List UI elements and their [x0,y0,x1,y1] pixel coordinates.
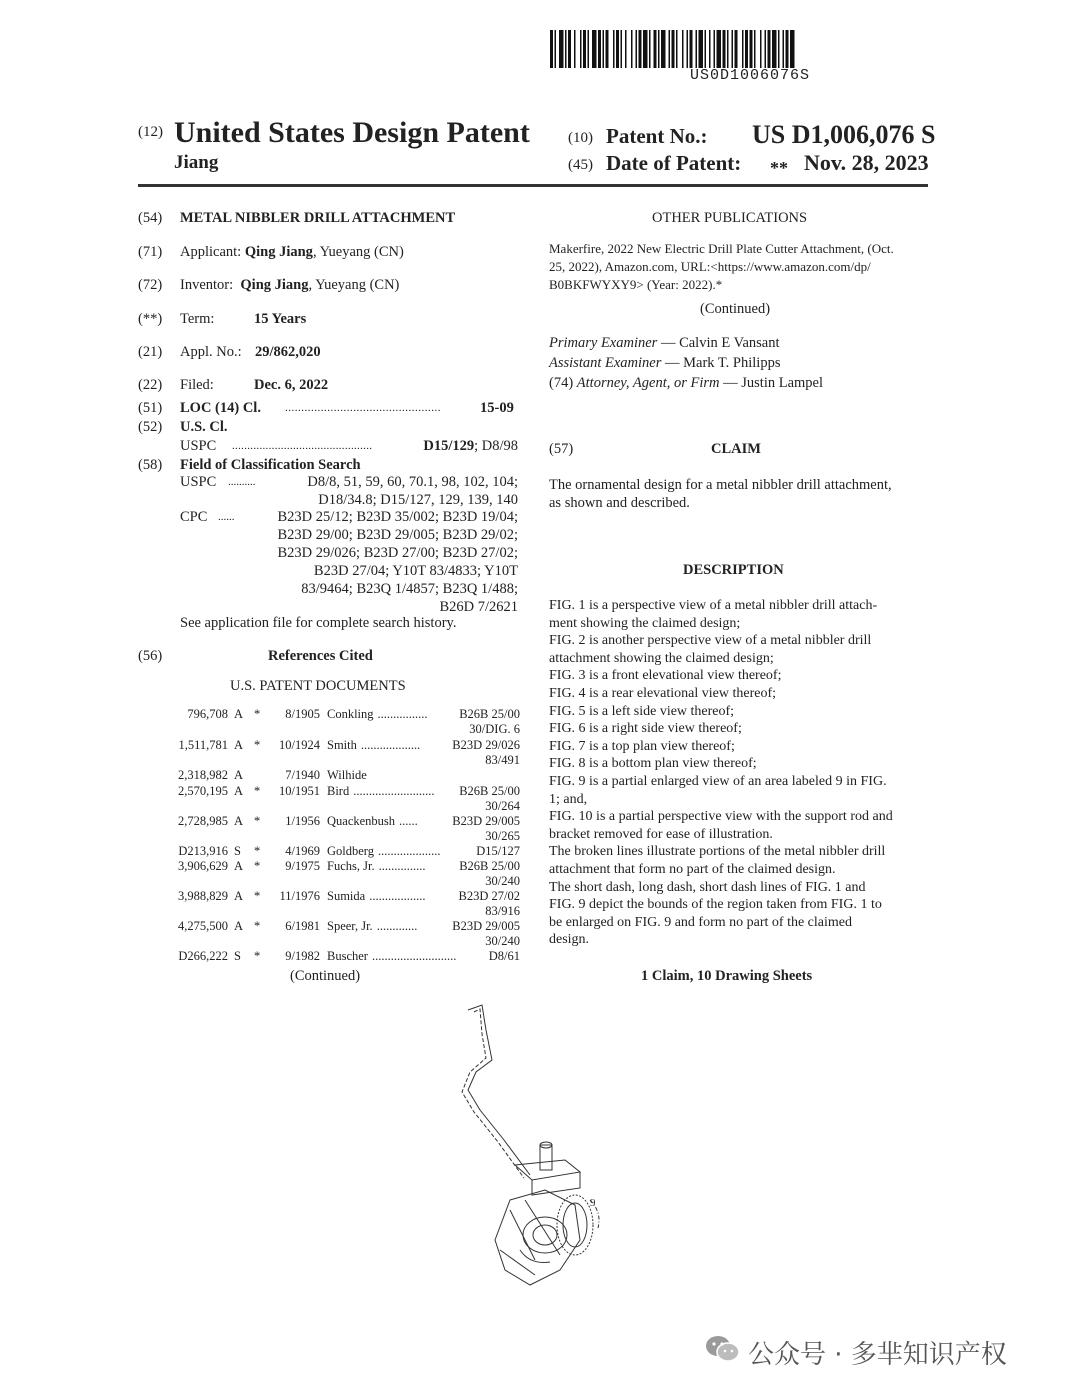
ref-kind: A [234,784,244,798]
cpc-line: B26D 7/2621 [439,599,518,615]
barcode-bar [714,30,716,68]
reference-row [172,738,520,766]
ref-class: B23D 29/005 [452,919,520,933]
ref-date: 11/1976 [279,889,320,903]
ref-class-secondary: 30/DIG. 6 [469,722,520,736]
barcode-bar [754,30,756,68]
term-code: (**) [138,311,163,327]
description-line: FIG. 9 depict the bounds of the region taken from FIG. 1 to [549,897,882,913]
header-rule [138,184,928,187]
ref-date: 7/1940 [285,768,320,782]
ref-name: Wilhide [327,768,367,782]
applicant-row [180,243,404,261]
ref-dots: ................ [377,707,428,721]
description-line: ment showing the claimed design; [549,615,741,631]
ref-name: Speer, Jr. [327,919,373,933]
barcode-bar [672,30,675,68]
ref-class: B23D 27/02 [458,889,520,903]
loc-dots: ................................................ [285,402,441,414]
barcode-bar [606,30,609,68]
attorney-label: Attorney, Agent, or Firm [576,375,720,391]
field-uspc-dots: .......... [228,476,256,488]
barcode-bar [654,30,657,68]
reference-row [172,859,520,887]
references-title: References Cited [268,648,373,664]
filed-code: (22) [138,377,163,393]
barcode-bar [649,30,651,68]
barcode-bar [661,30,666,68]
description-line: attachment showing the claimed design; [549,650,774,666]
patent-no-label: Patent No.: [606,124,708,148]
barcode-bar [588,30,590,68]
claim-code: (57) [549,441,574,457]
barcode-bar [580,30,582,68]
refs-continued: (Continued) [290,968,361,984]
cpc-line: B23D 25/12; B23D 35/002; B23D 19/04; [277,509,518,525]
barcode-bar [550,30,553,68]
figure-callout-label: 9 [590,1197,596,1209]
watermark-text: 公众号 · 多芈知识产权 [748,1340,1007,1370]
inventor-code: (72) [138,277,163,293]
ref-name-group [327,814,418,829]
date-mark: ** [770,158,788,178]
ref-star: * [254,738,261,752]
inventor-row [180,276,399,294]
uspc-label: USPC [180,438,217,454]
ref-date: 1/1956 [285,814,320,828]
ref-name-group [327,949,456,964]
inventor-location: , Yueyang (CN) [308,277,400,293]
ref-star: * [254,844,261,858]
ref-date: 9/1975 [285,859,320,873]
barcode-bar [768,30,771,68]
other-pub-line: 25, 2022), Amazon.com, URL:<https://www.amazon.com/dp/ [549,259,871,274]
description-line: FIG. 2 is another perspective view of a metal nibbler drill [549,633,872,649]
attorney-value: — Justin Lampel [719,375,824,391]
ref-patent-number: D213,916 [178,844,228,858]
barcode-bar [687,30,689,68]
ref-date: 10/1924 [279,738,320,752]
patent-title: METAL NIBBLER DRILL ATTACHMENT [180,210,456,226]
ref-kind: S [234,844,241,858]
description-line: The broken lines illustrate portions of the metal nibbler drill [549,844,886,860]
ref-name: Bird [327,784,350,798]
claim-text [549,476,929,512]
barcode-bar [636,30,638,68]
appl-label: Appl. No.: [180,344,242,360]
ref-dots: ............... [378,859,426,873]
description-line: FIG. 10 is a partial perspective view with the support rod and [549,809,893,825]
ref-patent-number: 4,275,500 [178,919,228,933]
patent-no-code: (10) [568,130,593,146]
assistant-examiner-label: Assistant Examiner [549,355,662,371]
ref-class: B23D 29/005 [452,814,520,828]
barcode-bar [639,30,642,68]
watermark [700,1330,1060,1378]
barcode-bar [699,30,704,68]
barcode-bar [621,30,623,68]
ref-class: B23D 29/026 [452,738,520,752]
field-label: Field of Classification Search [180,457,361,473]
other-pub-line: Makerfire, 2022 New Electric Drill Plate Cutter Attachment, (Oct. [549,241,894,256]
cpc-dots: ...... [218,511,235,523]
barcode-bar [765,30,767,68]
ref-class-secondary: 83/916 [485,904,520,918]
description-line: attachment that form no part of the claimed design. [549,861,836,877]
title-code: (54) [138,210,163,226]
ref-class: D8/61 [488,949,520,963]
barcode-bar [690,30,693,68]
ref-name-group [327,768,371,783]
barcode-bar [574,30,576,68]
field-uspc-lines [307,473,518,509]
other-pub-line: B0BKFWYXY9> (Year: 2022).* [549,277,723,292]
uscl-code: (52) [138,419,163,435]
uspc-bold: D15/129 [423,438,475,454]
description-line: FIG. 3 is a front elevational view thereof; [549,668,782,684]
applicant-location: , Yueyang (CN) [312,244,404,260]
date-label: Date of Patent: [606,151,742,175]
barcode-bar [732,30,734,68]
ref-name: Buscher [327,949,368,963]
reference-row [172,784,520,812]
barcode-bar [643,30,648,68]
ref-dots: ...... [399,814,418,828]
term-value: 15 Years [254,311,307,327]
barcode-bar [783,30,785,68]
barcode-bar [565,30,567,68]
ref-class: B26B 25/00 [459,784,520,798]
ref-date: 9/1982 [285,949,320,963]
barcode-bar [735,30,738,68]
barcode-bar [760,30,762,68]
barcode-bar [772,30,777,68]
barcode-bar [598,30,601,68]
filed-value: Dec. 6, 2022 [254,377,329,393]
reference-row [172,889,520,917]
field-code: (58) [138,457,163,473]
ref-kind: A [234,814,244,828]
cpc-line: B23D 27/04; Y10T 83/4833; Y10T [313,563,518,579]
description-line: be enlarged on FIG. 9 and form no part of the claimed [549,914,852,930]
ref-kind: A [234,889,244,903]
ref-dots: ............. [376,919,418,933]
primary-examiner-value: — Calvin E Vansant [657,335,780,351]
claim-line: The ornamental design for a metal nibbler drill attachment, [549,477,892,493]
ref-star: * [254,949,261,963]
field-uspc-line: D18/34.8; D15/127, 129, 139, 140 [318,492,518,508]
ref-star: * [254,889,261,903]
reference-row [172,707,520,735]
see-application-note: See application file for complete search history. [180,615,457,631]
inventor-name: Qing Jiang [240,277,309,293]
barcode-bar [717,30,722,68]
barcode-bar [631,30,633,68]
wechat-icon [704,1334,740,1364]
barcode-bar [790,30,795,68]
barcode [550,30,928,68]
ref-patent-number: 1,511,781 [178,738,228,752]
description-line: design. [549,932,590,948]
ref-dots: .......................... [353,784,435,798]
appl-code: (21) [138,344,163,360]
loc-code: (51) [138,400,163,416]
cpc-line: B23D 29/00; B23D 29/005; B23D 29/02; [277,527,518,543]
ref-dots: .................. [369,889,426,903]
barcode-bar [613,30,615,68]
description-line: FIG. 8 is a bottom plan view thereof; [549,756,757,772]
other-publications-title: OTHER PUBLICATIONS [652,210,808,226]
barcode-bar [742,30,744,68]
ref-patent-number: 3,988,829 [178,889,228,903]
ref-name-group [327,738,420,753]
attorney [549,374,823,392]
barcode-bar [555,30,557,68]
barcode-bar [705,30,707,68]
ref-name: Quackenbush [327,814,396,828]
ref-star: * [254,784,261,798]
description-line: FIG. 9 is a partial enlarged view of an area labeled 9 in FIG. [549,773,887,789]
barcode-bar [616,30,619,68]
drawing-sheets: 1 Claim, 10 Drawing Sheets [641,968,813,984]
ref-kind: A [234,707,244,721]
doc-code: (12) [138,124,163,140]
ref-patent-number: 2,570,195 [178,784,228,798]
barcode-bar [709,30,711,68]
barcode-bar [676,30,678,68]
ref-name: Fuchs, Jr. [327,859,375,873]
design-drawing [440,1000,640,1300]
description-line: FIG. 5 is a left side view thereof; [549,703,735,719]
description-line: FIG. 1 is a perspective view of a metal nibbler drill attach- [549,598,878,613]
barcode-bar [603,30,605,68]
date-value: Nov. 28, 2023 [804,150,929,175]
ref-dots: ........................... [371,949,457,963]
description-title: DESCRIPTION [683,562,784,578]
primary-examiner [549,334,780,352]
appl-value: 29/862,020 [255,344,321,360]
applicant-label: Applicant: [180,244,242,260]
claim-title: CLAIM [711,441,761,457]
refs-code: (56) [138,648,163,664]
description-line: FIG. 4 is a rear elevational view thereof; [549,685,777,701]
ref-class-secondary: 30/240 [485,934,520,948]
ref-patent-number: 3,906,629 [178,859,228,873]
ref-class-secondary: 30/265 [485,829,520,843]
ref-class-secondary: 30/240 [485,874,520,888]
description-line: The short dash, long dash, short dash lines of FIG. 1 and [549,879,866,895]
ref-class: D15/127 [476,844,520,858]
barcode-bar [778,30,780,68]
description-line: bracket removed for ease of illustration. [549,826,773,842]
barcode-bar [750,30,753,68]
ref-class: B26B 25/00 [459,859,520,873]
ref-date: 6/1981 [285,919,320,933]
us-patent-docs-title: U.S. PATENT DOCUMENTS [230,678,406,694]
description-line: FIG. 6 is a right side view thereof; [549,721,742,737]
ref-name: Smith [327,738,357,752]
doc-type: United States Design Patent [174,116,530,149]
ref-name: Sumida [327,889,366,903]
filed-label: Filed: [180,377,214,393]
uspc-value [423,437,518,455]
barcode-bar [583,30,586,68]
barcode-bar [559,30,564,68]
assistant-examiner-value: — Mark T. Philipps [661,355,781,371]
ref-name-group [327,919,417,934]
description-line: 1; and, [549,791,588,807]
barcode-bar [592,30,597,68]
ref-dots: ................... [360,738,421,752]
term-label: Term: [180,311,215,327]
assistant-examiner [549,354,780,372]
ref-patent-number: 2,318,982 [178,768,228,782]
reference-row [172,814,520,842]
uspc-dots: .............................................. [232,440,373,452]
ref-name: Goldberg [327,844,374,858]
ref-date: 8/1905 [285,707,320,721]
loc-value: 15-09 [480,400,514,416]
ref-name-group [327,844,441,859]
patent-no-value: US D1,006,076 S [752,120,936,149]
ref-dots: .................... [378,844,441,858]
ref-date: 4/1969 [285,844,320,858]
ref-kind: S [234,949,241,963]
barcode-bar [696,30,698,68]
ref-name-group [327,889,425,904]
ref-patent-number: 2,728,985 [178,814,228,828]
barcode-bar [727,30,729,68]
barcode-bar [723,30,726,68]
ref-class-secondary: 83/491 [485,753,520,767]
cpc-line: 83/9464; B23Q 1/4857; B23Q 1/488; [301,581,518,597]
inventor-surname: Jiang [174,152,219,173]
field-uspc-line: D8/8, 51, 59, 60, 70.1, 98, 102, 104; [307,474,518,490]
reference-row [172,919,520,947]
description-line: FIG. 7 is a top plan view thereof; [549,738,735,754]
primary-examiner-label: Primary Examiner [549,335,658,351]
barcode-bar [625,30,627,68]
field-uspc-label: USPC [180,474,217,490]
barcode-bar [682,30,684,68]
ref-kind: A [234,919,244,933]
uspc-rest: ; D8/98 [474,438,518,454]
loc-label: LOC (14) Cl. [180,400,261,416]
barcode-bar [669,30,671,68]
ref-kind: A [234,738,244,752]
ref-name: Conkling [327,707,374,721]
cpc-label: CPC [180,509,208,525]
date-code: (45) [568,157,593,173]
barcode-bar [786,30,789,68]
barcode-bar [745,30,748,68]
ref-kind: A [234,768,244,782]
ref-date: 10/1951 [279,784,320,798]
attorney-code: (74) [549,375,574,391]
barcode-bar [568,30,571,68]
ref-star: * [254,707,261,721]
applicant-code: (71) [138,244,163,260]
ref-class-secondary: 30/264 [485,799,520,813]
barcode-bar [658,30,660,68]
description-text [549,597,931,949]
ref-name-group [327,784,434,799]
cpc-line: B23D 29/026; B23D 27/00; B23D 27/02; [277,545,518,561]
ref-star: * [254,859,261,873]
ref-patent-number: 796,708 [187,707,228,721]
ref-name-group [327,859,425,874]
inventor-label: Inventor: [180,277,234,293]
applicant-name: Qing Jiang [244,244,313,260]
claim-line: as shown and described. [549,495,690,511]
ref-star: * [254,814,261,828]
barcode-number: US0D1006076S [690,67,811,84]
ref-class: B26B 25/00 [459,707,520,721]
cpc-lines [278,508,518,616]
pubs-continued: (Continued) [700,301,771,317]
ref-kind: A [234,859,244,873]
other-publications [549,240,929,294]
ref-name-group [327,707,428,722]
ref-patent-number: D266,222 [178,949,228,963]
ref-star: * [254,919,261,933]
uscl-label: U.S. Cl. [180,419,228,435]
